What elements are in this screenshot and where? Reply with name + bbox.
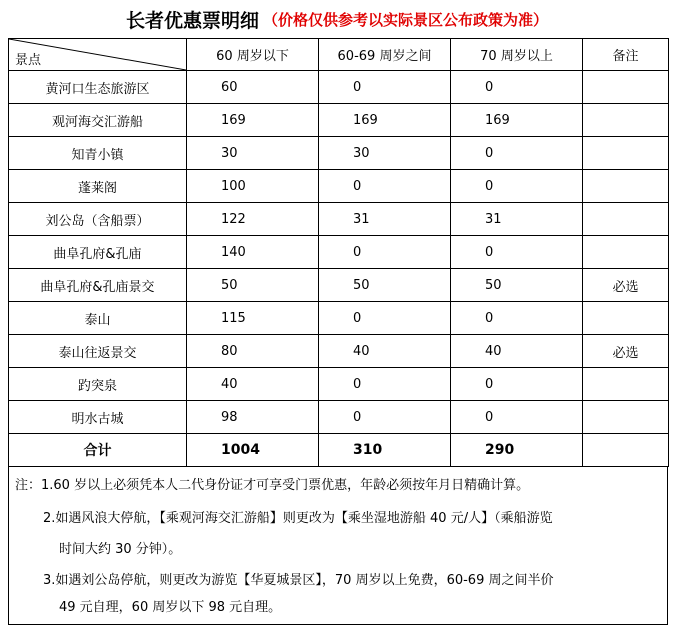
price-over-70-cell: 0 [451,401,583,434]
header-spot-label: 景点 [15,53,42,68]
table-row [9,203,669,236]
price-60-69-cell: 40 [319,335,451,368]
table-body [9,71,669,434]
remark-cell [583,302,669,335]
note-line-4: 3.如遇刘公岛停航，则更改为游览【华夏城景区】，70 周岁以上免费，60-69 周之间半价 [43,573,554,588]
total-label: 合计 [9,434,187,467]
price-60-69-cell: 30 [319,137,451,170]
title-main: 长者优惠票明细 [125,9,259,32]
spot-name-cell: 趵突泉 [9,368,187,401]
remark-cell [583,203,669,236]
table-row [9,71,669,104]
price-60-69-cell: 0 [319,170,451,203]
remark-cell [583,368,669,401]
remark-cell [583,137,669,170]
remark-cell: 必选 [583,335,669,368]
price-60-69-cell: 0 [319,401,451,434]
price-60-69-cell: 50 [319,269,451,302]
remark-cell [583,71,669,104]
notes-section [8,466,668,625]
remark-cell [583,104,669,137]
price-over-70-cell: 0 [451,137,583,170]
price-over-70-cell: 0 [451,368,583,401]
price-under-60-cell: 100 [187,170,319,203]
price-60-69-cell: 169 [319,104,451,137]
spot-name-cell: 明水古城 [9,401,187,434]
table-row [9,335,669,368]
note-line-2: 2.如遇风浪大停航，【乘观河海交汇游船】则更改为【乘坐湿地游船 40 元/人】（乘船游览 [43,511,553,526]
price-over-70-cell: 50 [451,269,583,302]
remark-cell [583,170,669,203]
spot-name-cell: 知青小镇 [9,137,187,170]
price-over-70-cell: 0 [451,170,583,203]
spot-name-cell: 黄河口生态旅游区 [9,71,187,104]
document-title [0,0,674,38]
header-spot [9,39,187,71]
price-60-69-cell: 0 [319,368,451,401]
table-row [9,368,669,401]
price-over-70-cell: 40 [451,335,583,368]
remark-cell [583,236,669,269]
spot-name-cell: 泰山往返景交 [9,335,187,368]
price-under-60-cell: 30 [187,137,319,170]
price-over-70-cell: 0 [451,236,583,269]
price-under-60-cell: 40 [187,368,319,401]
price-60-69-cell: 0 [319,236,451,269]
remark-cell [583,401,669,434]
spot-name-cell: 蓬莱阁 [9,170,187,203]
table-row [9,170,669,203]
price-over-70-cell: 31 [451,203,583,236]
price-over-70-cell: 169 [451,104,583,137]
price-under-60-cell: 122 [187,203,319,236]
price-under-60-cell: 98 [187,401,319,434]
header-over-70: 70 周岁以上 [451,39,583,71]
table-row [9,401,669,434]
total-remark [583,434,669,467]
price-over-70-cell: 0 [451,71,583,104]
price-under-60-cell: 140 [187,236,319,269]
price-under-60-cell: 60 [187,71,319,104]
total-row [9,434,669,467]
table-row [9,269,669,302]
price-under-60-cell: 169 [187,104,319,137]
table-row [9,302,669,335]
table-row [9,104,669,137]
price-60-69-cell: 0 [319,302,451,335]
header-remark: 备注 [583,39,669,71]
discount-ticket-table [8,38,669,467]
note-line-1: 注：1.60 岁以上必须凭本人二代身份证才可享受门票优惠，年龄必须按年月日精确计算。 [15,478,530,493]
total-under-60: 1004 [187,434,319,467]
header-under-60: 60 周岁以下 [187,39,319,71]
spot-name-cell: 曲阜孔府&孔庙 [9,236,187,269]
spot-name-cell: 观河海交汇游船 [9,104,187,137]
price-over-70-cell: 0 [451,302,583,335]
header-60-69: 60-69 周岁之间 [319,39,451,71]
note-line-5: 49 元自理，60 周岁以下 98 元自理。 [59,600,282,615]
price-under-60-cell: 115 [187,302,319,335]
price-60-69-cell: 0 [319,71,451,104]
total-60-69: 310 [319,434,451,467]
spot-name-cell: 刘公岛（含船票） [9,203,187,236]
total-over-70: 290 [451,434,583,467]
title-disclaimer: （价格仅供参考以实际景区公布政策为准） [263,10,549,29]
spot-name-cell: 泰山 [9,302,187,335]
remark-cell: 必选 [583,269,669,302]
table-header-row [9,39,669,71]
price-under-60-cell: 80 [187,335,319,368]
price-under-60-cell: 50 [187,269,319,302]
price-60-69-cell: 31 [319,203,451,236]
table-row [9,236,669,269]
spot-name-cell: 曲阜孔府&孔庙景交 [9,269,187,302]
note-line-3: 时间大约 30 分钟）。 [59,542,182,557]
table-row [9,137,669,170]
